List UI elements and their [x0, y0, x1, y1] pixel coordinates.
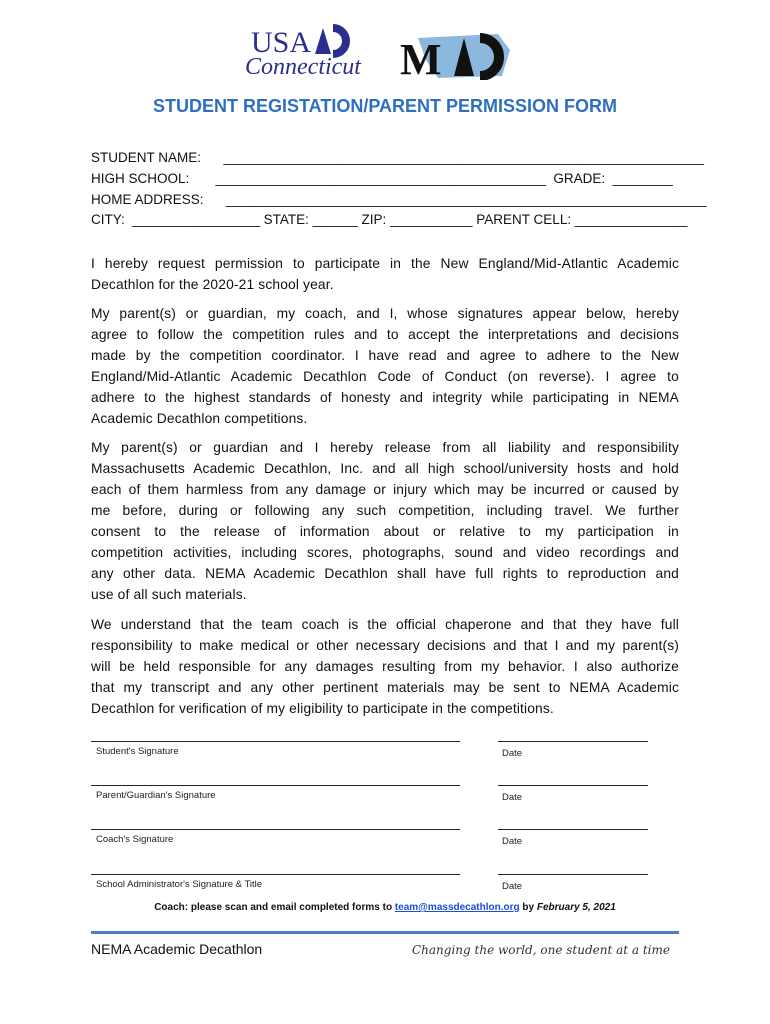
student-name-field[interactable]: STUDENT NAME: ________________________________________________________________	[91, 150, 705, 165]
signature-line[interactable]	[91, 785, 460, 786]
paragraph-line: responsibility to make medical or other necessary decisions and that I and my parent(s)	[91, 638, 679, 653]
signature-line[interactable]	[91, 874, 460, 875]
deadline: February 5, 2021	[536, 902, 616, 913]
email-link[interactable]: team@massdecathlon.org	[394, 902, 520, 913]
paragraph-line: adhere to the highest standards of honesty and integrity while participating in NEMA	[91, 390, 679, 405]
paragraph-line: agree to follow the competition rules and to accept the interpretations and decisions	[91, 327, 679, 342]
svg-text:USA: USA	[251, 26, 312, 59]
footer-org-name: NEMA Academic Decathlon	[91, 941, 263, 957]
mad-logo	[398, 30, 516, 80]
signature-label: Parent/Guardian's Signature	[96, 790, 216, 801]
city-state-zip-cell-field[interactable]: CITY: _________________ STATE: ______ ZIP: ___________ PARENT CELL: _______________	[91, 212, 688, 227]
coach-instructions	[0, 902, 770, 913]
paragraph-line: Decathlon for the 2020-21 school year.	[91, 277, 334, 292]
coach-note-mid: by	[519, 902, 537, 913]
paragraph-line: will be held responsible for any damages resulting from my behavior. I also authorize	[91, 659, 679, 674]
home-address-field[interactable]: HOME ADDRESS: ________________________________________________________________	[91, 192, 707, 207]
paragraph-release	[91, 437, 679, 605]
signature-label: Coach's Signature	[96, 834, 174, 845]
footer-divider	[91, 931, 679, 934]
date-line[interactable]	[498, 785, 648, 786]
paragraph-line: We understand that the team coach is the official chaperone and that they have full	[91, 617, 679, 632]
footer-tagline: Changing the world, one student at a time	[411, 943, 670, 957]
date-line[interactable]	[498, 829, 648, 830]
date-label: Date	[502, 748, 523, 759]
coach-note-prefix: Coach: please scan and email completed forms to	[154, 902, 395, 913]
high-school-grade-field[interactable]: HIGH SCHOOL: ____________________________________________ GRADE: ________	[91, 171, 673, 186]
paragraph-line: competition activities, including scores, photographs, sound and video recordings and	[91, 545, 679, 560]
paragraph-line: any other data. NEMA Academic Decathlon shall have full rights to reproduction and	[91, 566, 679, 581]
paragraph-line: use of all such materials.	[91, 587, 247, 602]
signature-line[interactable]	[91, 829, 460, 830]
paragraph-line: made by the competition coordinator. I have read and agree to adhere to the New	[91, 348, 679, 363]
paragraph-line: that my transcript and any other pertinent materials may be sent to NEMA Academic	[91, 680, 679, 695]
paragraph-line: Academic Decathlon competitions.	[91, 411, 308, 426]
date-label: Date	[502, 792, 523, 803]
svg-text:Connecticut: Connecticut	[245, 54, 361, 80]
date-line[interactable]	[498, 741, 648, 742]
usad-connecticut-logo	[243, 24, 383, 80]
paragraph-agreement	[91, 303, 679, 429]
paragraph-line: England/Mid-Atlantic Academic Decathlon Code of Conduct (on reverse). I agree to	[91, 369, 679, 384]
paragraph-line: each of them harmless from any damage or injury which may be incurred or caused by	[91, 482, 679, 497]
date-label: Date	[502, 836, 523, 847]
date-label: Date	[502, 881, 523, 892]
paragraph-permission	[91, 253, 679, 295]
paragraph-line: Massachusetts Academic Decathlon, Inc. and all high school/university hosts and hold	[91, 461, 679, 476]
signature-label: Student's Signature	[96, 746, 179, 757]
paragraph-line: My parent(s) or guardian and I hereby release from all liability and responsibility	[91, 440, 679, 455]
paragraph-line: consent to the release of information about or relative to my participation in	[91, 524, 679, 539]
date-line[interactable]	[498, 874, 648, 875]
paragraph-line: Decathlon for verification of my eligibility to participate in the competitions.	[91, 701, 554, 716]
signature-label: School Administrator's Signature & Title	[96, 879, 263, 890]
paragraph-line: me before, during or following any such competition, including travel. We further	[91, 503, 679, 518]
paragraph-line: My parent(s) or guardian, my coach, and I, whose signatures appear below, hereby	[91, 306, 679, 321]
svg-text:M: M	[400, 35, 442, 80]
paragraph-chaperone	[91, 614, 679, 719]
paragraph-line: I hereby request permission to participate in the New England/Mid-Atlantic Academic	[91, 256, 679, 271]
signature-line[interactable]	[91, 741, 460, 742]
form-title: STUDENT REGISTATION/PARENT PERMISSION FORM	[152, 96, 617, 116]
